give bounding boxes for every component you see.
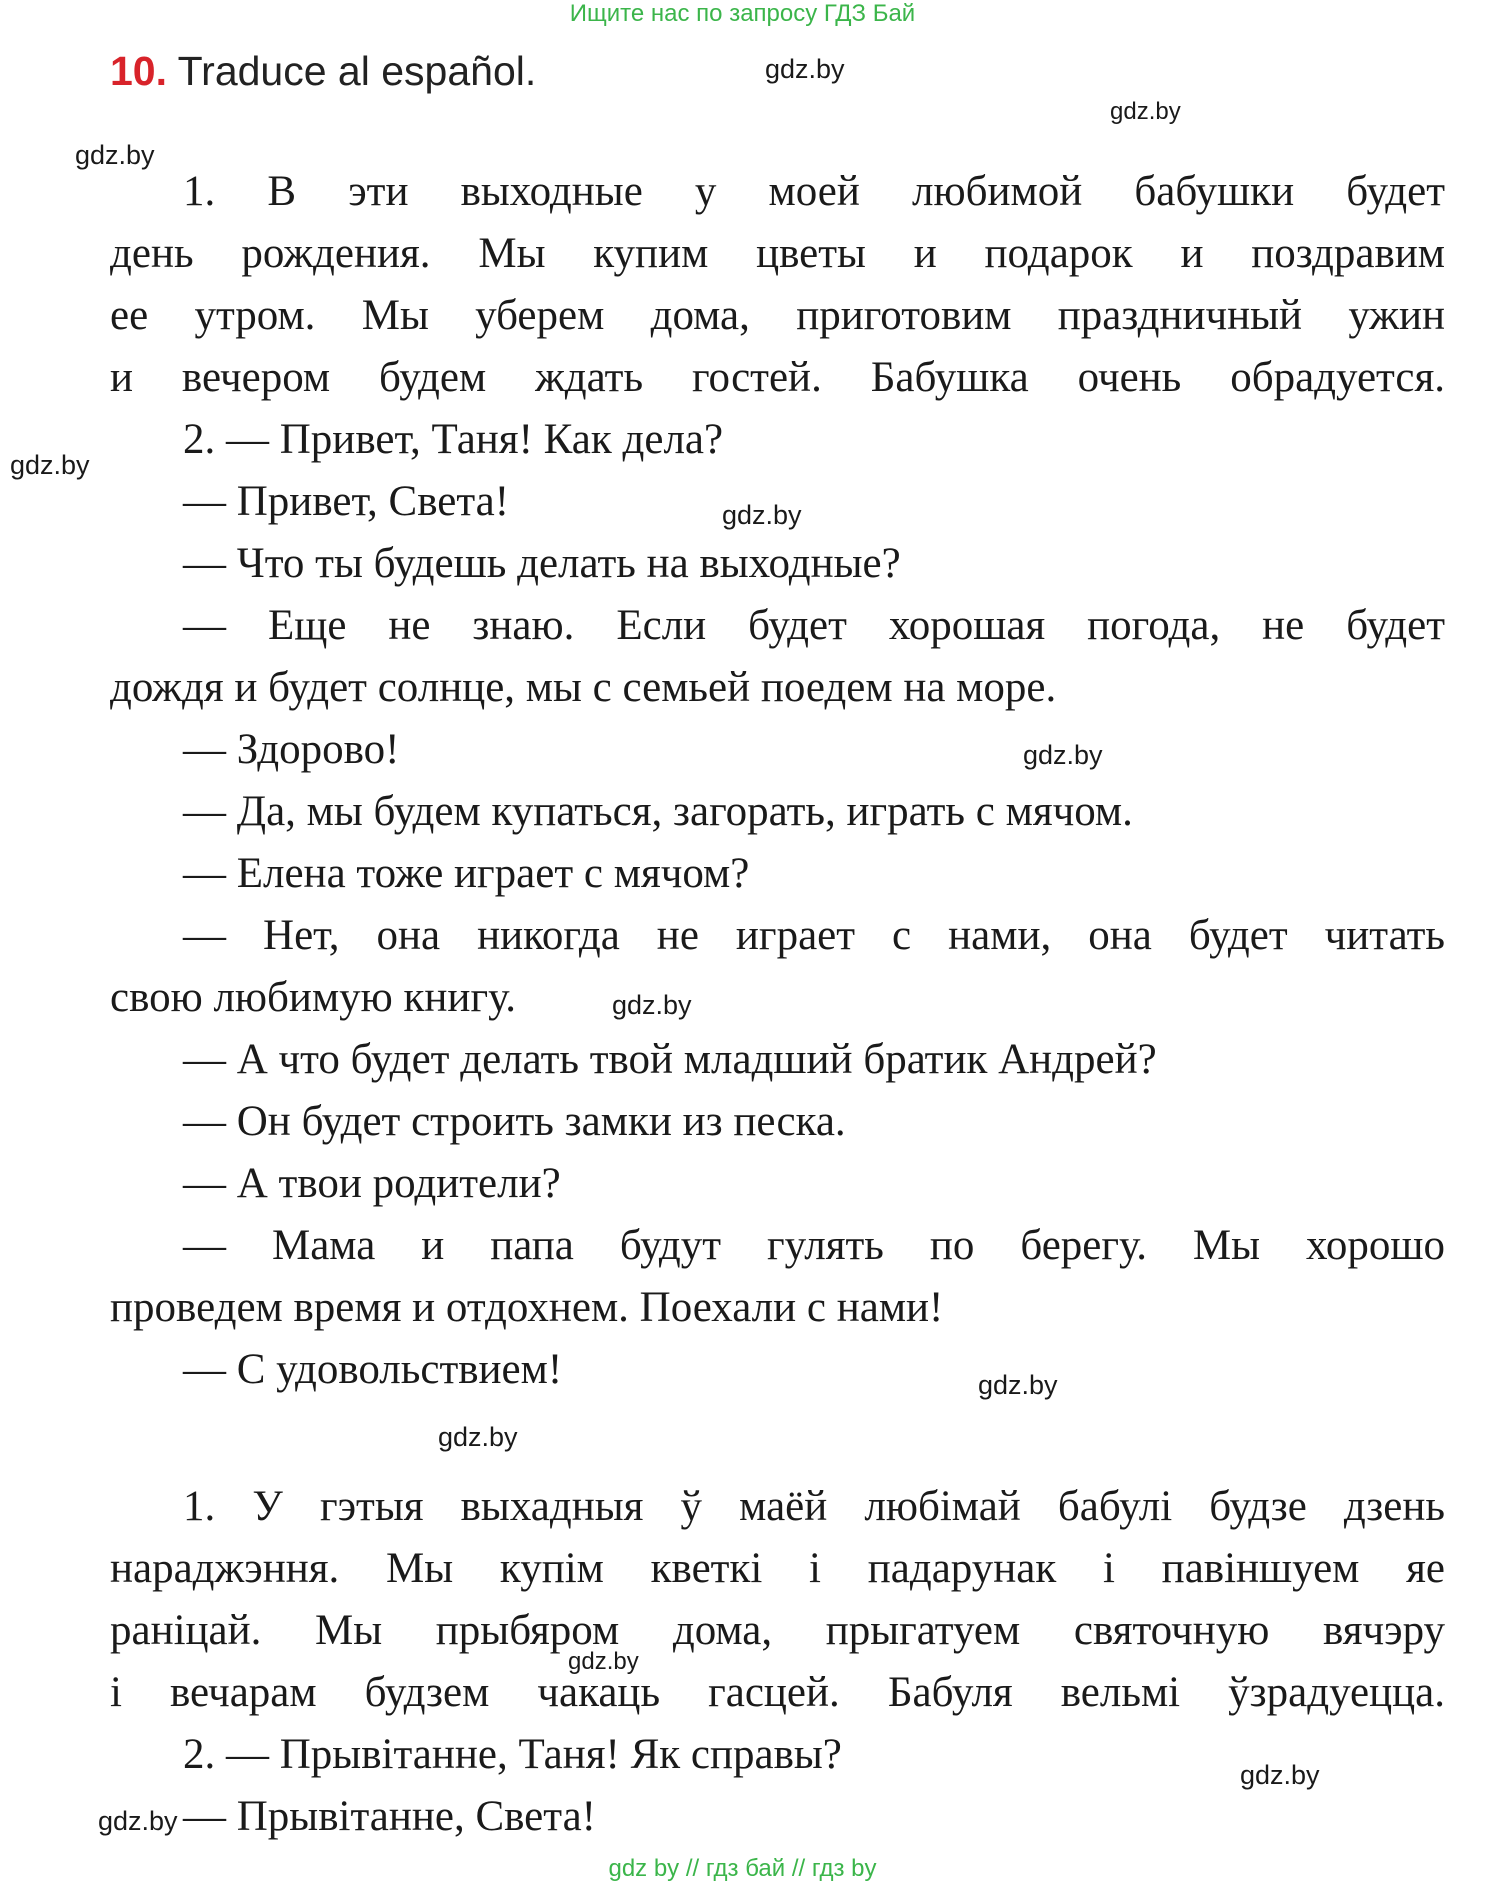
watermark: gdz.by — [438, 1422, 518, 1452]
by-line-4: і вечарам будзем чакаць гасцей. Бабуля вельмі ўзрадуецца. — [110, 1669, 1445, 1716]
watermark: gdz.by — [722, 500, 802, 530]
footer-links[interactable]: gdz by // гдз бай // гдз by — [608, 1855, 877, 1882]
watermark: gdz.by — [1110, 98, 1181, 125]
by-line-1: 1. У гэтыя выхадныя ў маёй любімай бабулі будзе дзень — [183, 1483, 1445, 1530]
ru-line-20: — С удовольствием! — [183, 1346, 563, 1393]
by-line-6: — Прывітанне, Света! — [183, 1793, 596, 1840]
ru-line-3: ее утром. Мы уберем дома, приготовим праздничный ужин — [110, 292, 1445, 339]
ru-line-12: — Елена тоже играет с мячом? — [183, 850, 750, 897]
ru-line-19: проведем время и отдохнем. Поехали с нами! — [110, 1284, 944, 1331]
ru-line-1: 1. В эти выходные у моей любимой бабушки будет — [183, 168, 1445, 215]
watermark: gdz.by — [1240, 1760, 1320, 1790]
by-line-2: нараджэння. Мы купім кветкі і падарунак і павіншуем яе — [110, 1545, 1445, 1592]
ru-line-2: день рождения. Мы купим цветы и подарок и поздравим — [110, 230, 1445, 277]
ru-line-5: 2. — Привет, Таня! Как дела? — [183, 416, 724, 463]
watermark: gdz.by — [978, 1370, 1058, 1400]
ru-line-4: и вечером будем ждать гостей. Бабушка очень обрадуется. — [110, 354, 1445, 401]
by-line-3: раніцай. Мы прыбяром дома, прыгатуем святочную вячэру — [110, 1607, 1445, 1654]
task-number: 10. — [110, 48, 167, 94]
watermark: gdz.by — [1023, 740, 1103, 770]
ru-line-7: — Что ты будешь делать на выходные? — [183, 540, 901, 587]
ru-line-6: — Привет, Света! — [183, 478, 510, 525]
watermark: gdz.by — [98, 1806, 178, 1836]
top-banner[interactable]: Ищите нас по запросу ГДЗ Бай — [569, 0, 916, 27]
ru-line-11: — Да, мы будем купаться, загорать, играть с мячом. — [183, 788, 1133, 835]
ru-line-9: дождя и будет солнце, мы с семьей поедем на море. — [110, 664, 1057, 711]
ru-line-17: — А твои родители? — [183, 1160, 561, 1207]
task-title: Traduce al español. — [177, 48, 537, 94]
ru-line-16: — Он будет строить замки из песка. — [183, 1098, 846, 1145]
watermark: gdz.by — [568, 1648, 639, 1675]
ru-line-15: — А что будет делать твой младший братик Андрей? — [183, 1036, 1157, 1083]
ru-line-13: — Нет, она никогда не играет с нами, она будет читать — [183, 912, 1445, 959]
ru-line-18: — Мама и папа будут гулять по берегу. Мы хорошо — [183, 1222, 1445, 1269]
ru-line-8: — Еще не знаю. Если будет хорошая погода, не будет — [183, 602, 1445, 649]
watermark: gdz.by — [10, 450, 90, 480]
watermark: gdz.by — [612, 990, 692, 1020]
ru-line-14: свою любимую книгу. — [110, 974, 517, 1021]
watermark: gdz.by — [75, 140, 155, 170]
by-line-5: 2. — Прывітанне, Таня! Як справы? — [183, 1731, 842, 1778]
watermark: gdz.by — [765, 54, 845, 84]
ru-line-10: — Здорово! — [183, 726, 400, 773]
task-heading — [110, 48, 536, 95]
